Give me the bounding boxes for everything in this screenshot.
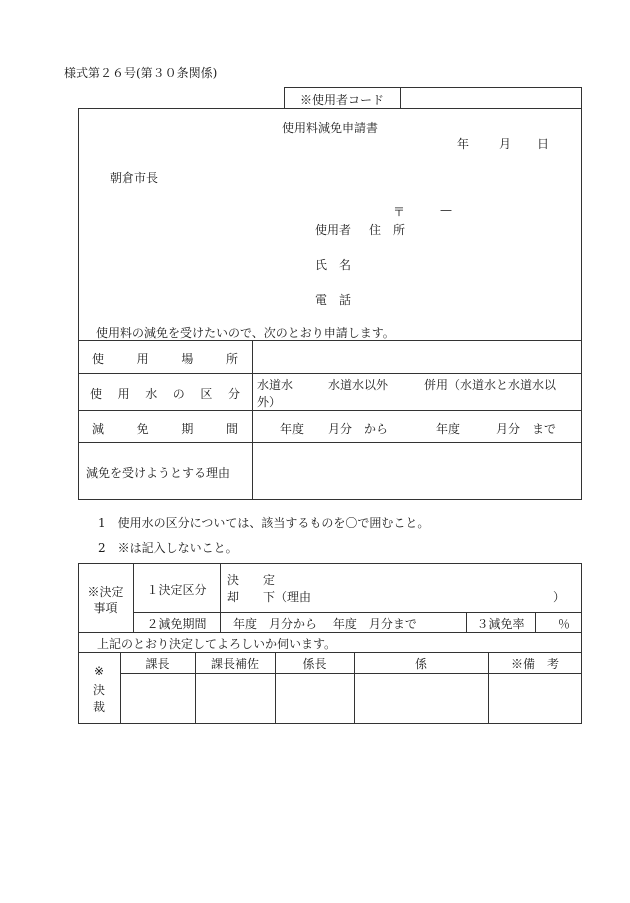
remarks-field[interactable] [492, 677, 578, 720]
date-year-label: 年 [457, 137, 470, 151]
postal-dash: — [440, 203, 452, 217]
reduction-rate-label: ３減免率 [476, 617, 525, 631]
postal-mark: 〒 [393, 205, 406, 219]
water-option-tap[interactable]: 水道水 [257, 378, 294, 392]
decision-reject-option[interactable]: 却 下（理由 [227, 590, 312, 604]
decision-heading-1: ※決定 [87, 585, 124, 599]
phone-label: 電 話 [315, 293, 352, 307]
approval-mark-1: ※ [93, 664, 105, 678]
water-option-combined[interactable]: 併用（水道水と水道水以 [424, 378, 557, 392]
reduction-rate-unit: ％ [558, 617, 571, 631]
approval-seal-staff[interactable] [358, 677, 484, 720]
note-2: 2 ※は記入しないこと。 [98, 541, 238, 555]
reason-field[interactable] [258, 450, 576, 494]
approval-seal-unit-chief[interactable] [279, 677, 350, 720]
approval-seal-deputy-chief[interactable] [199, 677, 271, 720]
approver-staff: 係 [414, 657, 427, 671]
decision-request: 上記のとおり決定してよろしいか伺います。 [97, 637, 337, 651]
place-label: 使 用 場 所 [92, 352, 238, 366]
decision-heading-2: 事項 [93, 601, 118, 615]
decision-period-label: ２減免期間 [146, 617, 207, 631]
applicant-label: 使用者 [315, 223, 352, 237]
period-field[interactable]: 年度 月分 から 年度 月分 まで [280, 422, 557, 436]
user-code-field[interactable] [406, 91, 576, 105]
decision-class-label: １決定区分 [146, 583, 207, 597]
date-month-label: 月 [499, 137, 512, 151]
date-day-label: 日 [537, 137, 550, 151]
reject-reason-close: ） [553, 590, 566, 604]
address-label: 住 所 [369, 223, 406, 237]
place-field[interactable] [258, 350, 576, 366]
approver-section-chief: 課長 [145, 657, 170, 671]
approval-mark-3: 裁 [92, 700, 105, 714]
note-1: 1 使用水の区分については、該当するものを〇で囲むこと。 [98, 516, 430, 530]
decision-approve-option[interactable]: 決 定 [227, 573, 276, 587]
water-option-combined-cont: 外） [257, 395, 282, 409]
approval-seal-section-chief[interactable] [124, 677, 191, 720]
water-class-label: 使 用 水 の 区 分 [90, 387, 240, 401]
decision-period-field[interactable]: 年度 月分から 年度 月分まで [233, 617, 417, 631]
user-code-label: ※使用者コード [299, 93, 384, 107]
form-title: 使用料減免申請書 [281, 121, 378, 135]
water-option-non-tap[interactable]: 水道水以外 [328, 378, 389, 392]
period-label: 減 免 期 間 [92, 422, 238, 436]
addressee: 朝倉市長 [110, 171, 159, 185]
reason-label: 減免を受けようとする理由 [86, 466, 231, 480]
approver-unit-chief: 係長 [302, 657, 327, 671]
name-label: 氏 名 [315, 258, 352, 272]
remarks-label: ※備 考 [510, 657, 559, 671]
approver-deputy-chief: 課長補佐 [210, 657, 259, 671]
approval-mark-2: 決 [92, 683, 105, 697]
form-number: 様式第２６号(第３０条関係) [64, 66, 218, 80]
application-statement: 使用料の減免を受けたいので、次のとおり申請します。 [96, 326, 395, 340]
